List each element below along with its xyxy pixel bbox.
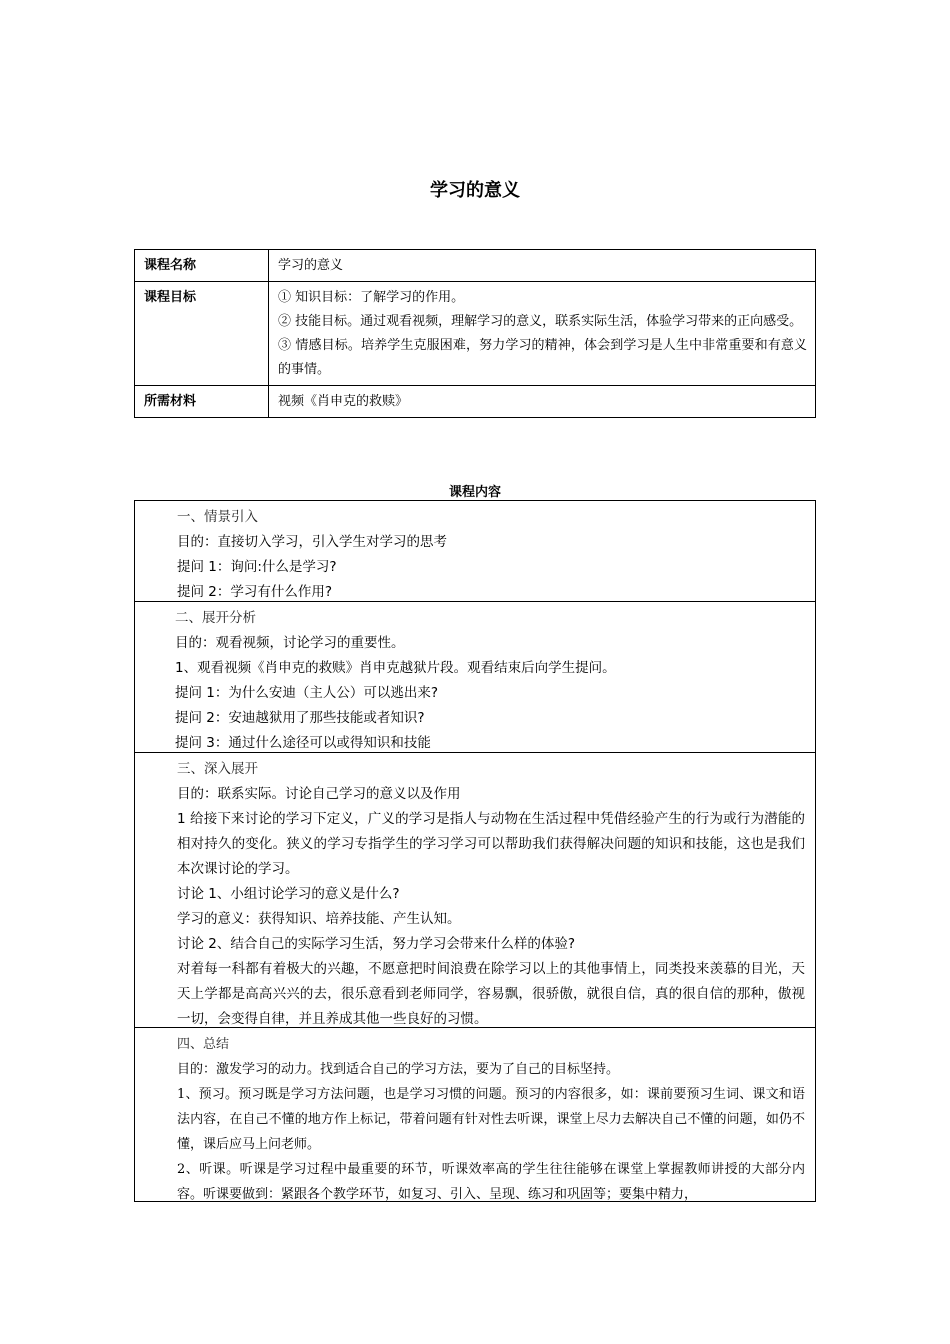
table-row [135,250,816,282]
section-heading: 三、深入展开 [177,761,258,777]
section-line: 目的：激发学习的动力。找到适合自己的学习方法，要为了自己的目标坚持。 [177,1062,620,1077]
section-paragraph: 1 给接下来讨论的学习下定义，广义的学习是指人与动物在生活过程中凭借经验产生的行为或行为潜能的相对持久的变化。狭义的学习专指学生的学习学习可以帮助我们获得解决问题的知识和技能，这也是我们本次课讨论的学习。 [177,811,805,877]
table-row [135,282,816,386]
row-label-materials: 所需材料 [135,386,269,418]
section-line: 提问 2：安迪越狱用了那些技能或者知识? [175,710,425,726]
section-heading: 二、展开分析 [175,610,256,626]
goal-emotion: ③ 情感目标。培养学生克服困难，努力学习的精神，体会到学习是人生中非常重要和有意义的事情。 [278,338,807,377]
section-paragraph: 1、预习。预习既是学习方法问题，也是学习习惯的问题。预习的内容很多，如：课前要预习生词、课文和语法内容，在自己不懂的地方作上标记，带着问题有针对性去听课，课堂上尽力去解决自己不懂的问题，如仍不懂，课后应马上问老师。 [177,1087,805,1152]
section-line: 目的：直接切入学习，引入学生对学习的思考 [177,534,447,550]
section-line: 目的：观看视频，讨论学习的重要性。 [175,635,405,651]
section-line: 讨论 1、小组讨论学习的意义是什么? [177,886,400,902]
row-value-materials [269,386,816,418]
section-analysis [135,602,815,753]
section-deepening [135,753,815,1028]
section-summary [135,1028,815,1202]
section-introduction [135,501,815,602]
row-label-course-goals: 课程目标 [135,282,269,386]
row-label-course-name: 课程名称 [135,250,269,282]
page-title: 学习的意义 [430,180,520,201]
section-line: 提问 2：学习有什么作用? [177,584,333,600]
section-paragraph: 对着每一科都有着极大的兴趣，不愿意把时间浪费在除学习以上的其他事情上，同类投来羡慕的目光，天天上学都是高高兴兴的去，很乐意看到老师同学，容易飘，很骄傲，就很自信，真的很自信的那种，傲视一切，会变得自律，并且养成其他一些良好的习惯。 [177,961,805,1027]
row-value-course-name [269,250,816,282]
section-paragraph: 2、听课。听课是学习过程中最重要的环节，听课效率高的学生往往能够在课堂上掌握教师讲授的大部分内容。听课要做到：紧跟各个教学环节，如复习、引入、呈现、练习和巩固等；要集中精力， [177,1162,805,1202]
goal-knowledge: ① 知识目标：了解学习的作用。 [278,290,465,305]
section-line: 提问 1：为什么安迪（主人公）可以逃出来? [175,685,439,701]
section-line: 学习的意义：获得知识、培养技能、产生认知。 [177,911,461,927]
section-line: 提问 3：通过什么途径可以或得知识和技能 [175,735,431,751]
course-content-box [134,500,816,1202]
value-line: 学习的意义 [278,258,344,273]
course-info-table [134,249,816,418]
row-value-course-goals [269,282,816,386]
content-heading: 课程内容 [448,485,501,500]
value-line: 视频《肖申克的救赎》 [278,394,409,409]
section-line: 目的：联系实际。讨论自己学习的意义以及作用 [177,786,461,802]
goal-skill: ② 技能目标。通过观看视频，理解学习的意义，联系实际生活，体验学习带来的正向感受。 [278,314,803,329]
section-line: 提问 1：询问:什么是学习? [177,559,337,575]
section-line: 讨论 2、结合自己的实际学习生活，努力学习会带来什么样的体验? [177,936,576,952]
section-heading: 一、情景引入 [177,509,258,525]
table-row [135,386,816,418]
section-line: 1、观看视频《肖申克的救赎》肖申克越狱片段。观看结束后向学生提问。 [175,660,616,676]
section-heading: 四、总结 [177,1037,230,1052]
